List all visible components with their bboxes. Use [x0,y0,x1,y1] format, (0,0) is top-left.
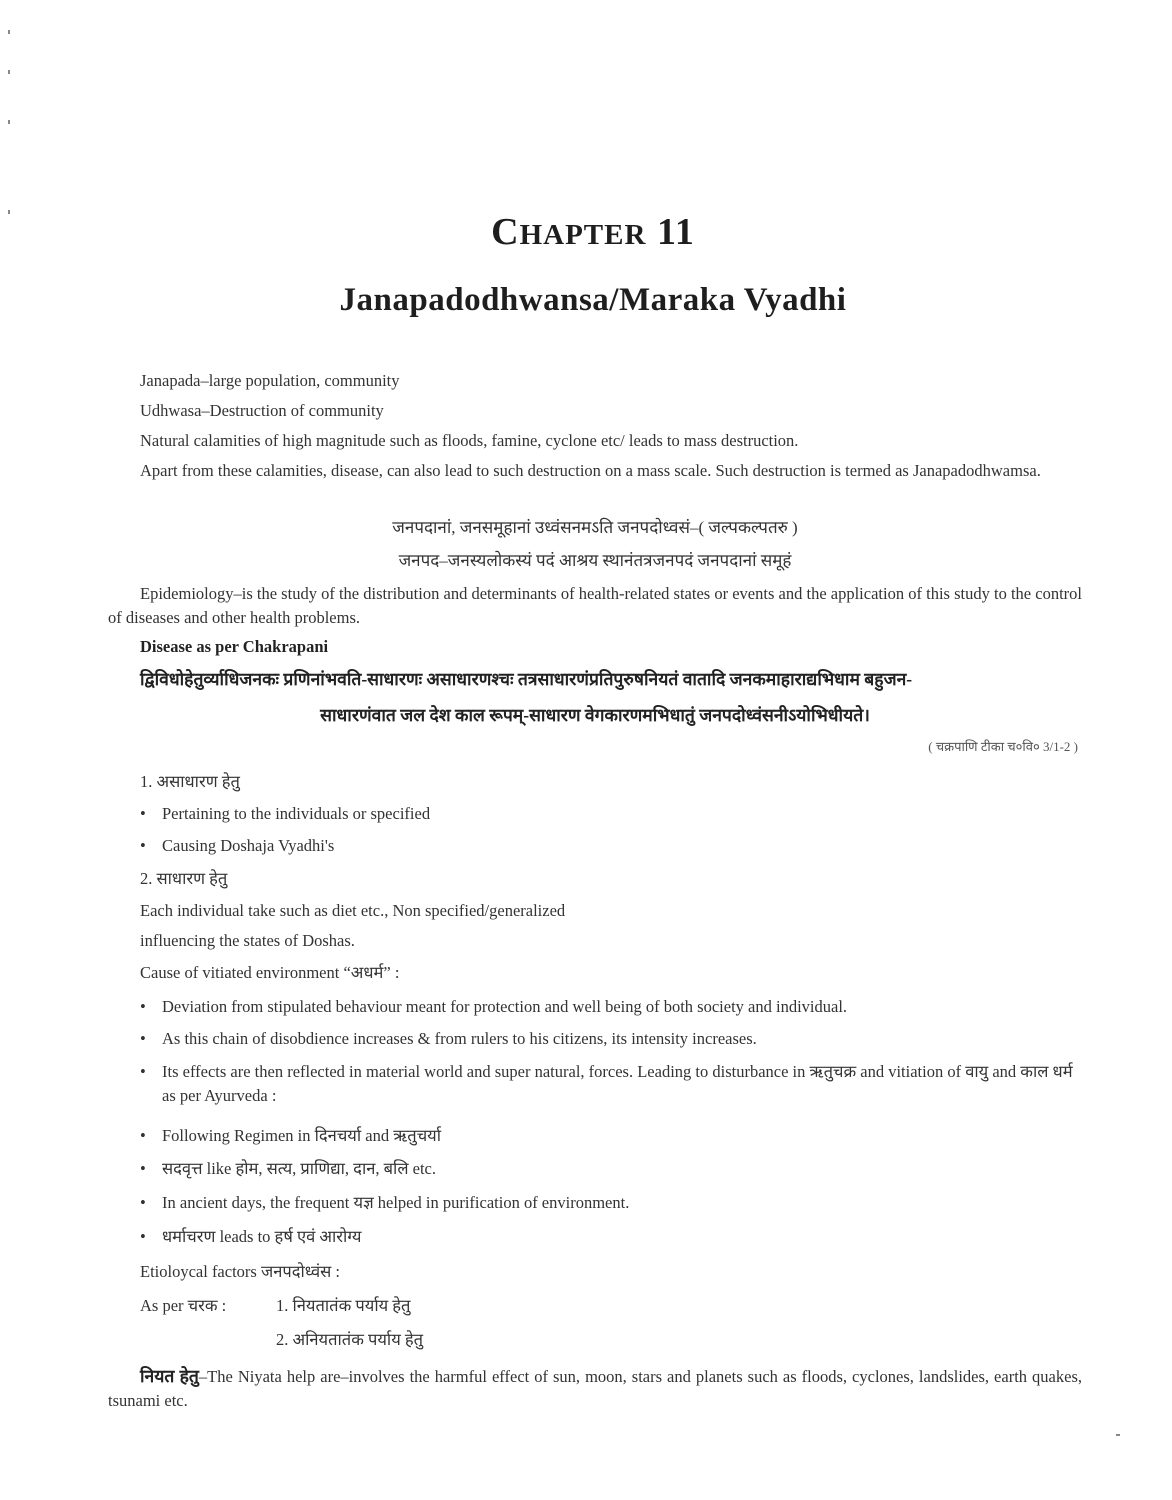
chapter-word: HAPTER [519,219,647,251]
list-item-text: Following Regimen in दिनचर्या and ऋतुचर्या [162,1126,442,1145]
chakrapani-verse-line-1: द्विविधोहेतुर्व्याधिजनकः प्रणिनांभवति-साधारणः असाधारणश्चः तत्रसाधारणंप्रतिपुरुषनियतं वातादि जनकमाहाराद्यभिधाम बहुजन- [140,669,913,689]
bullet-icon: • [140,1193,146,1212]
etiological-as-per: As per चरक : [140,1296,227,1315]
bullet-icon: • [140,1126,146,1145]
etiological-heading: Etioloycal factors जनपदोध्वंस : [140,1262,341,1281]
intro-line-calamities: Natural calamities of high magnitude such as floods, famine, cyclone etc/ leads to mass destruction. [140,431,799,450]
sadharana-line-1: Each individual take such as diet etc., Non specified/generalized [140,901,566,920]
list-item-text: धर्माचरण leads to हर्ष एवं आरोग्य [162,1227,362,1246]
epidemiology-definition: Epidemiology–is the study of the distribution and determinants of health-related states or events and the application of this study to the control of diseases and other health problems. [108,584,1082,627]
etiological-item-1: 1. नियतातंक पर्याय हेतु [276,1296,411,1315]
niyata-hetu-term: नियत हेतु [140,1366,199,1386]
intro-line-udhwasa: Udhwasa–Destruction of community [140,401,384,420]
list-item-text: Deviation from stipulated behaviour meant for protection and well being of both society and individual. [162,997,848,1016]
list-item-text: Its effects are then reflected in material world and super natural, forces. Leading to disturbance in ऋतुचक्र and vitiation of वायु and काल धर्म as per Ayurveda : [162,1062,1073,1105]
niyata-hetu-text: –The Niyata help are–involves the harmful effect of sun, moon, stars and planets such as floods, cyclones, landslides, earth quakes, tsunami etc. [108,1367,1082,1410]
list-item-text: In ancient days, the frequent यज्ञ helped in purification of environment. [162,1193,630,1212]
bullet-icon: • [140,804,146,823]
scan-mark [8,120,10,124]
etiological-item-2: 2. अनियतातंक पर्याय हेतु [276,1330,424,1349]
chapter-heading [0,210,1172,254]
list-item-text: Causing Doshaja Vyadhi's [162,836,335,855]
sadharana-hetu-title: 2. साधारण हेतु [140,869,228,888]
scan-mark [8,70,10,74]
bullet-icon: • [140,1227,146,1246]
asadharana-hetu-title: 1. असाधारण हेतु [140,772,240,791]
bullet-icon: • [140,1062,146,1081]
bullet-icon: • [140,1029,146,1048]
bullet-icon: • [140,836,146,855]
bullet-icon: • [140,1159,146,1178]
sanskrit-verse-2: जनपद–जनस्यलोकस्यं पदं आश्रय स्थानंतत्रजनपदं जनपदानां समूहं [398,551,792,570]
sanskrit-verse-1: जनपदानां, जनसमूहानां उध्वंसनमऽति जनपदोध्वसं–( जल्पकल्पतरु ) [392,518,798,537]
list-item-text: Pertaining to the individuals or specified [162,804,431,823]
chapter-initial: C [491,211,520,253]
adharma-heading: Cause of vitiated environment “अधर्म” : [140,963,400,982]
niyata-hetu-paragraph [108,1364,1082,1413]
intro-line-janapada: Janapada–large population, community [140,371,400,390]
sadharana-line-2: influencing the states of Doshas. [140,931,355,950]
list-item-text: सदवृत्त like होम, सत्य, प्राणिद्या, दान, बलि etc. [162,1159,436,1178]
chapter-title: Janapadodhwansa/Maraka Vyadhi [339,282,847,318]
scan-mark [8,30,10,34]
scan-mark [1116,1434,1120,1436]
list-item-text: As this chain of disobdience increases & from rulers to his citizens, its intensity increases. [162,1029,757,1048]
chakrapani-verse-line-2: साधारणंवात जल देश काल रूपम्-साधारण वेगकारणमभिधातुं जनपदोध्वंसनीऽयोभिधीयते। [320,705,870,725]
chapter-number: 11 [656,211,695,253]
intro-paragraph: Apart from these calamities, disease, can also lead to such destruction on a mass scale. Such destruction is termed as Janapadodhwamsa. [140,461,1041,480]
bullet-icon: • [140,997,146,1016]
chakrapani-reference: ( चक्रपाणि टीका च०वि० 3/1-2 ) [928,739,1078,754]
chakrapani-heading: Disease as per Chakrapani [140,637,329,656]
